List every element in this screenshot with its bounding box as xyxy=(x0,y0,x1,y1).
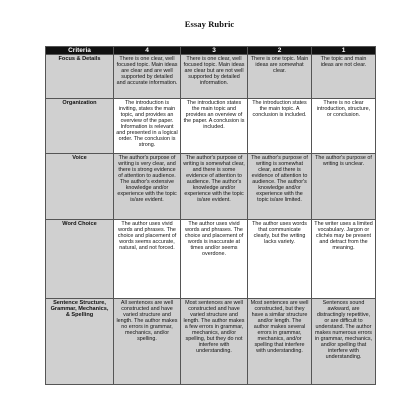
rubric-cell: The author uses vivid words and phrases. The choice and placement of words is inaccurate at times and/or seems overdone. xyxy=(181,220,248,299)
header-criteria: Criteria xyxy=(46,47,114,55)
rubric-table xyxy=(45,46,376,385)
rubric-cell: The author's purpose of writing is somewhat clear, and there is evidence of attention to audience. The author's knowledge and/or experience with the topic is/are limited. xyxy=(248,154,312,220)
header-row xyxy=(46,47,376,55)
header-score-1: 1 xyxy=(312,47,376,55)
criterion-label: Word Choice xyxy=(46,220,114,299)
header-score-4: 4 xyxy=(114,47,181,55)
rubric-cell: The author's purpose of writing is somewhat clear, and there is some evidence of attention to audience. The author's knowledge and/or experience with the topic is/are evident. xyxy=(181,154,248,220)
criterion-label: Voice xyxy=(46,154,114,220)
table-row xyxy=(46,154,376,220)
rubric-cell: The topic and main ideas are not clear. xyxy=(312,55,376,99)
rubric-cell: The author's purpose of writing is very clear, and there is strong evidence of attention to audience. The author's extensive knowledge and/or experience with the topic is/are evident. xyxy=(114,154,181,220)
criterion-label: Focus & Details xyxy=(46,55,114,99)
table-row xyxy=(46,99,376,154)
criterion-label: Organization xyxy=(46,99,114,154)
table-row xyxy=(46,299,376,385)
rubric-cell: Most sentences are well constructed and have varied structure and length. The author makes a few errors in grammar, mechanics, and/or spelling, but they do not interfere with understanding. xyxy=(181,299,248,385)
rubric-cell: There is no clear introduction, structure, or conclusion. xyxy=(312,99,376,154)
rubric-cell: The introduction states the main topic. A conclusion is included. xyxy=(248,99,312,154)
page-title: Essay Rubric xyxy=(184,19,235,29)
rubric-cell: The author uses vivid words and phrases. The choice and placement of words seems accurate, natural, and not forced. xyxy=(114,220,181,299)
rubric-cell: There is one topic. Main ideas are somewhat clear. xyxy=(248,55,312,99)
rubric-cell: There is one clear, well focused topic. Main ideas are clear but are not well supported by detailed information. xyxy=(181,55,248,99)
rubric-cell: The introduction states the main topic and provides an overview of the paper. A conclusion is included. xyxy=(181,99,248,154)
rubric-cell: The author's purpose of writing is unclear. xyxy=(312,154,376,220)
rubric-cell: Sentences sound awkward, are distractingly repetitive, or are difficult to understand. The author makes numerous errors in grammar, mechanics, and/or spelling that interfere with understanding. xyxy=(312,299,376,385)
criterion-label: Sentence Structure, Grammar, Mechanics, & Spelling xyxy=(46,299,114,385)
table-row xyxy=(46,220,376,299)
rubric-cell: The author uses words that communicate clearly, but the writing lacks variety. xyxy=(248,220,312,299)
rubric-cell: The introduction is inviting, states the main topic, and provides an overview of the paper. Information is relevant and presented in a logical order. The conclusion is strong. xyxy=(114,99,181,154)
table-row xyxy=(46,55,376,99)
rubric-cell: The writer uses a limited vocabulary. Jargon or clichés may be present and detract from the meaning. xyxy=(312,220,376,299)
rubric-cell: Most sentences are well constructed, but they have a similar structure and/or length. The author makes several errors in grammar, mechanics, and/or spelling that interfere with understanding. xyxy=(248,299,312,385)
header-score-3: 3 xyxy=(181,47,248,55)
rubric-cell: All sentences are well constructed and have varied structure and length. The author makes no errors in grammar, mechanics, and/or spelling. xyxy=(114,299,181,385)
rubric-cell: There is one clear, well focused topic. Main ideas are clear and are well supported by detailed and accurate information. xyxy=(114,55,181,99)
header-score-2: 2 xyxy=(248,47,312,55)
